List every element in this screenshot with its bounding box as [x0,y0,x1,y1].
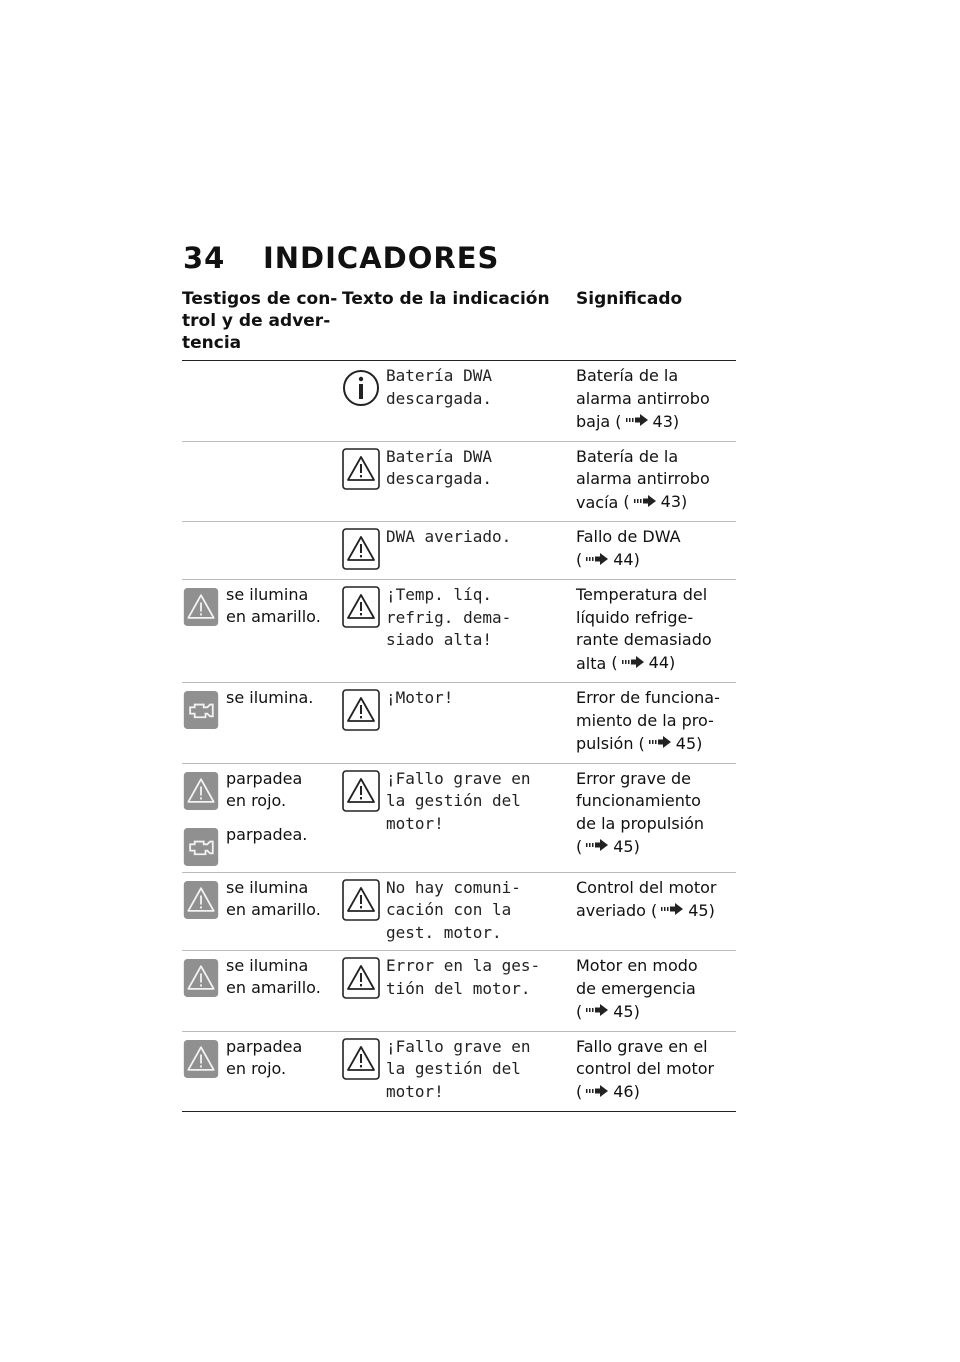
column-header-display-text: Texto de la indicación [342,289,550,309]
column-header-meaning: Significado [576,289,683,309]
page-reference-number: 46) [613,1082,640,1102]
page-reference[interactable]: ( 44) [606,653,676,673]
page-reference-number: 45) [688,900,715,920]
display-warning-triangle-icon [342,1038,380,1080]
meaning-text: Error de funciona- miento de la pro- pulsión [576,688,720,753]
control-light [182,955,342,999]
table-row [182,951,736,1032]
table-row [182,764,736,873]
control-lights-cell [182,526,342,573]
meaning-text: Motor en modo de emergencia [576,956,698,998]
page-reference-arrow-icon [586,1081,610,1104]
control-warning-triangle-icon [182,959,220,997]
control-lights-cell [182,446,342,516]
page-reference-number: 43) [652,411,680,431]
meaning-cell [576,446,736,516]
display-text-cell [342,768,576,866]
display-text-cell [342,877,576,945]
indicator-table [182,288,736,1112]
control-light [182,687,342,729]
display-message: DWA averiado. [386,527,512,546]
table-row [182,873,736,952]
page-reference[interactable]: ( 45) [633,733,703,753]
display-warning-triangle-icon [342,957,380,999]
display-info-icon [342,367,380,409]
control-lights-cell [182,768,342,866]
table-row [182,522,736,580]
display-warning-triangle-icon [342,770,380,812]
control-warning-triangle-icon [182,1040,220,1078]
page-reference-number: 44) [648,653,676,673]
display-message: Batería DWA descargada. [386,446,492,488]
control-warning-triangle-icon [182,772,220,810]
display-message: No hay comuni- cación con la gest. motor. [386,877,521,942]
display-message: Error en la ges- tión del motor. [386,956,541,998]
page-reference-number: 44) [613,550,640,570]
control-lights-cell [182,584,342,676]
control-light-state: se ilumina en amarillo. [226,585,321,626]
control-light [182,824,342,866]
control-light-state: parpadea en rojo. [226,768,303,810]
display-text-cell [342,955,576,1025]
control-light-state: se ilumina. [226,688,314,707]
display-text-cell [342,1036,576,1106]
meaning-cell [576,687,736,757]
control-light-state: parpadea. [226,824,308,844]
meaning-cell [576,584,736,676]
meaning-text: Fallo grave en el control del motor [576,1036,715,1078]
meaning-text: Temperatura del líquido refrige- rante demasiado alta [576,585,712,673]
display-message: Batería DWA descargada. [386,366,492,408]
control-light [182,1036,342,1080]
control-engine-icon [182,691,220,729]
page-reference[interactable]: ( 45) [576,836,640,856]
control-lights-cell [182,687,342,757]
display-text-cell [342,365,576,435]
table-row [182,442,736,523]
page-reference[interactable]: ( 45) [645,900,715,920]
meaning-text: Batería de la alarma antirrobo vacía [576,446,710,512]
display-warning-triangle-icon [342,689,380,731]
meaning-text: Error grave de funcionamiento de la propulsión [576,768,705,833]
control-engine-icon [182,828,220,866]
page-header [183,238,499,278]
meaning-text: Fallo de DWA [576,527,681,546]
control-lights-cell [182,365,342,435]
page-reference-number: 43) [660,492,688,512]
section-title: INDICADORES [263,241,500,275]
control-light [182,584,342,628]
table-row [182,1032,736,1113]
page-reference-arrow-icon [649,732,673,755]
control-lights-cell [182,877,342,945]
control-light [182,768,342,812]
control-warning-triangle-icon [182,588,220,626]
meaning-cell [576,365,736,435]
page-reference-arrow-icon [586,1000,610,1023]
display-message: ¡Motor! [386,688,454,707]
display-text-cell [342,687,576,757]
table-row [182,683,736,764]
page-reference[interactable]: ( 43) [610,411,680,431]
control-lights-cell [182,955,342,1025]
table-header [182,288,736,361]
display-warning-triangle-icon [342,528,380,570]
page-reference-arrow-icon [586,835,610,858]
meaning-text: Control del motor averiado [576,877,717,920]
meaning-cell [576,877,736,945]
meaning-cell [576,955,736,1025]
table-row [182,580,736,683]
control-light-state: se ilumina en amarillo. [226,877,321,919]
display-warning-triangle-icon [342,586,380,628]
page-reference[interactable]: ( 44) [576,550,640,570]
page-reference-number: 45) [613,836,640,856]
column-header-controls: Testigos de con- trol y de adver- tencia [182,289,338,353]
control-light [182,877,342,921]
page-reference-number: 45) [613,1001,640,1021]
page-reference-arrow-icon [626,410,650,433]
display-message: ¡Fallo grave en la gestión del motor! [386,768,531,833]
page-number: 34 [183,241,226,275]
page-reference[interactable]: ( 43) [618,492,688,512]
display-warning-triangle-icon [342,448,380,490]
page-reference[interactable]: ( 45) [576,1001,640,1021]
display-text-cell [342,584,576,676]
display-text-cell [342,526,576,573]
display-warning-triangle-icon [342,879,380,921]
meaning-text: Batería de la alarma antirrobo baja [576,366,710,431]
page-reference-number: 45) [675,733,703,753]
control-light-state: se ilumina en amarillo. [226,956,321,997]
meaning-cell [576,1036,736,1106]
table-row [182,361,736,442]
control-lights-cell [182,1036,342,1106]
control-light-state: parpadea en rojo. [226,1036,303,1078]
display-text-cell [342,446,576,516]
display-message: ¡Fallo grave en la gestión del motor! [386,1036,531,1101]
control-warning-triangle-icon [182,881,220,919]
page-reference-arrow-icon [661,899,685,922]
meaning-cell [576,768,736,866]
display-message: ¡Temp. líq. refrig. dema- siado alta! [386,585,512,649]
meaning-cell [576,526,736,573]
table-body [182,361,736,1112]
page-reference-arrow-icon [586,549,610,572]
page-reference-arrow-icon [634,491,658,514]
page-reference[interactable]: ( 46) [576,1082,640,1102]
page-reference-arrow-icon [622,652,646,675]
